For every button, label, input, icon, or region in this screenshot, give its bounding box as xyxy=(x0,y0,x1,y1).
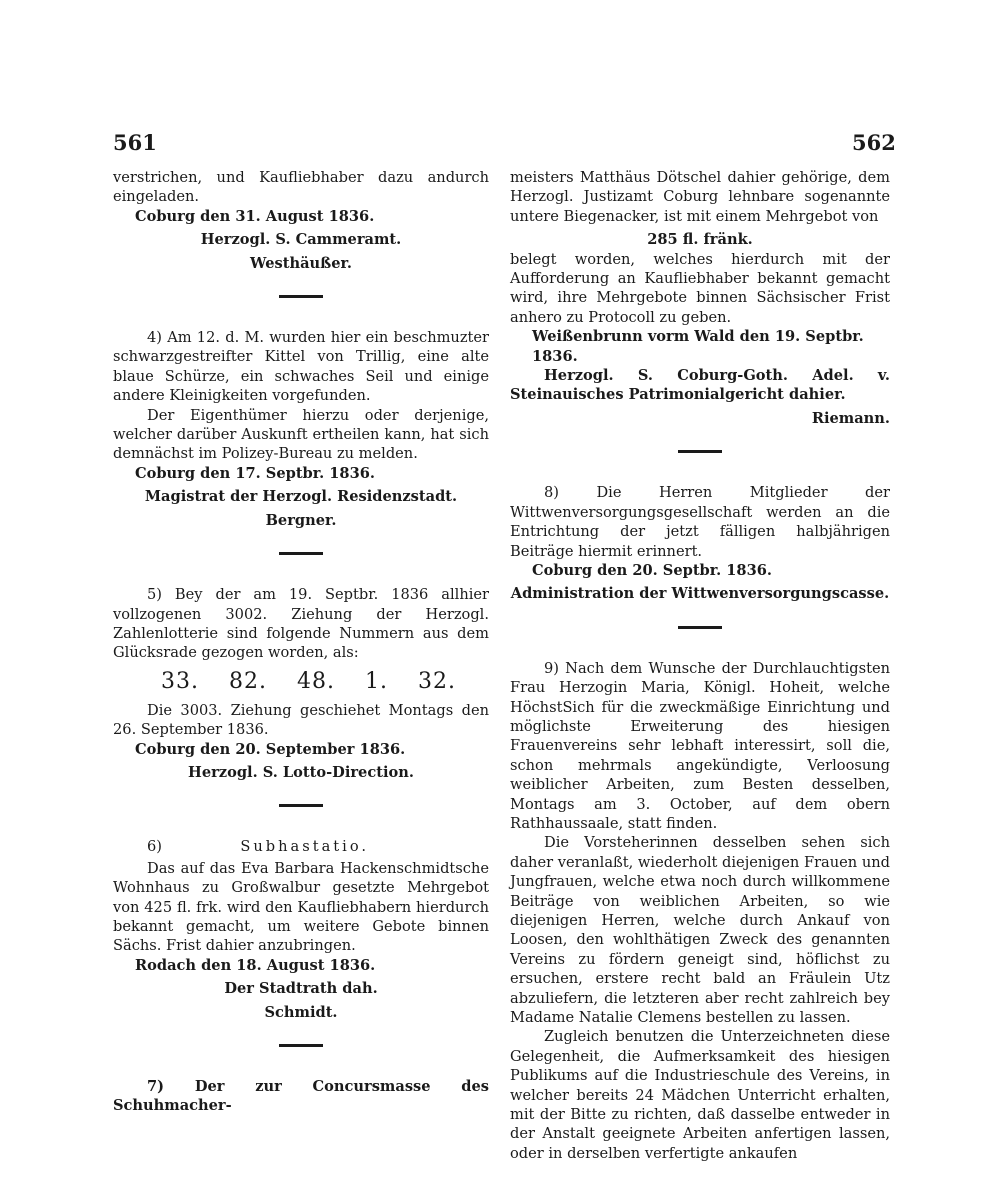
notice-text: 5) Bey der am 19. Septbr. 1836 allhier vollzogenen 3002. Ziehung der Herzogl. Zahlenlotterie sind folgende Nummern aus dem Glücksrade gezogen worden, als: xyxy=(113,586,489,662)
lottery-number: 32. xyxy=(418,668,456,694)
notice-signature-name: Schmidt. xyxy=(264,1003,338,1021)
lottery-numbers xyxy=(113,665,489,699)
section-divider xyxy=(678,626,722,629)
notice-place-date: Coburg den 20. Septbr. 1836. xyxy=(532,561,772,579)
notice-price: 285 fl. fränk. xyxy=(647,231,753,249)
notice-text-2: Die 3003. Ziehung geschiehet Montags den 26. September 1836. xyxy=(113,701,489,739)
notice-1-end xyxy=(113,168,489,273)
notice-heading xyxy=(113,837,489,856)
notice-place-date: Weißenbrunn vorm Wald den 19. Septbr. 1836. xyxy=(532,328,864,365)
notice-signature-office: Herzogl. S. Cammeramt. xyxy=(200,231,402,249)
lottery-number: 82. xyxy=(229,668,267,694)
section-divider xyxy=(279,804,323,807)
notice-text-2: Der Eigenthümer hierzu oder derjenige, welcher darüber Auskunft ertheilen kann, hat sich demnächst im Polizey-Bureau zu melden. xyxy=(113,406,489,463)
notice-7-continued xyxy=(510,168,890,428)
section-divider xyxy=(279,1044,323,1047)
notice-place-date: Coburg den 31. August 1836. xyxy=(135,207,375,225)
notice-text: 9) Nach dem Wunsche der Durchlauchtigsten Frau Herzogin Maria, Königl. Hoheit, welche HöchstSich für die zweckmäßige Einrichtung und möglichste Erweiterung des hiesigen Frauenvereins sehr lebhaft interessirt, soll die, schon mehrmals angekündigte, Verloosung weiblicher Arbeiten, zum Besten desselben, Montags am 3. October, auf dem obern Rathhaussaale, statt finden. xyxy=(510,659,890,832)
notice-signature-office: Magistrat der Herzogl. Residenzstadt. xyxy=(144,488,458,506)
right-column xyxy=(510,168,890,1163)
notice-text-3: Zugleich benutzen die Unterzeichneten diese Gelegenheit, die Aufmerksamkeit des hiesigen Publikums auf die Industrieschule des Vereins, in welcher bereits 24 Mädchen Unterricht erhalten, mit der Bitte zu richten, daß dasselbe entweder in der Anstalt geeignete Arbeiten anfertigen lassen, oder in derselben verfertigte ankaufen xyxy=(510,1028,890,1162)
notice-text: 4) Am 12. d. M. wurden hier ein beschmuzter schwarzgestreifter Kittel von Trillig, eine alte blaue Schürze, ein schwaches Seil und einige andere Kleinigkeiten vorgefunden. xyxy=(113,329,489,405)
notice-place-date: Rodach den 18. August 1836. xyxy=(135,956,376,974)
left-column xyxy=(113,168,489,1116)
notice-text: 8) Die Herren Mitglieder der Wittwenversorgungsgesellschaft werden an die Entrichtung der jetzt fälligen halbjährigen Beiträge hiermit erinnert. xyxy=(510,484,890,560)
notice-signature-office: Der Stadtrath dah. xyxy=(224,980,378,998)
notice-signature-name: Riemann. xyxy=(811,409,890,427)
notice-text-2: Die Vorsteherinnen desselben sehen sich daher veranlaßt, wiederholt diejenigen Frauen und Jungfrauen, welche etwa noch durch willkommene Beiträge von weiblichen Arbeiten, so wie diejenigen Herren, welche durch Ankauf von Loosen, den wohlthätigen Zweck des genannten Vereins zu fördern geneigt sind, höflichst zu ersuchen, erstere recht bald an Fräulein Utz abzuliefern, die letzteren aber recht zahlreich bey Madame Natalie Clemens bestellen zu lassen. xyxy=(510,834,890,1027)
page-number-left: 561 xyxy=(113,130,157,155)
notice-text: 7) Der zur Concursmasse des Schuhmacher- xyxy=(113,1078,489,1115)
notice-text-2: belegt worden, welches hierdurch mit der Aufforderung an Kaufliebhaber bekannt gemacht wird, ihre Mehrgebote binnen Sächsischer Frist anhero zu Protocoll zu geben. xyxy=(510,250,890,326)
notice-5 xyxy=(113,585,489,782)
notice-signature-office: Herzogl. S. Coburg-Goth. Adel. v. Steinauisches Patrimonialgericht dahier. xyxy=(510,367,890,404)
notice-signature-name: Westhäußer. xyxy=(250,254,352,272)
notice-title: Subhastatio. xyxy=(240,838,369,856)
page-number-right: 562 xyxy=(852,130,896,155)
section-divider xyxy=(678,450,722,453)
notice-4 xyxy=(113,328,489,530)
notice-6 xyxy=(113,837,489,1022)
notice-text: verstrichen, und Kaufliebhaber dazu andurch eingeladen. xyxy=(113,169,489,206)
notice-signature-office: Administration der Wittwenversorgungscasse. xyxy=(510,585,890,603)
lottery-number: 48. xyxy=(297,668,335,694)
notice-place-date: Coburg den 17. Septbr. 1836. xyxy=(135,464,375,482)
notice-number: 6) xyxy=(147,838,162,856)
notice-place-date: Coburg den 20. September 1836. xyxy=(135,740,406,758)
lottery-number: 33. xyxy=(161,668,199,694)
notice-text: Das auf das Eva Barbara Hackenschmidtsche Wohnhaus zu Großwalbur gesetzte Mehrgebot von 425 fl. frk. wird den Kaufliebhabern hierdurch bekannt gemacht, um weitere Gebote binnen Sächs. Frist dahier anzubringen. xyxy=(113,859,489,955)
notice-8 xyxy=(510,483,890,603)
lottery-number: 1. xyxy=(365,668,388,694)
notice-signature-name: Bergner. xyxy=(265,511,337,529)
section-divider xyxy=(279,552,323,555)
notice-7-start xyxy=(113,1077,489,1116)
notice-9 xyxy=(510,659,890,1164)
notice-text: meisters Matthäus Dötschel dahier gehörige, dem Herzogl. Justizamt Coburg lehnbare sogenannte untere Biegenacker, ist mit einem Mehrgebot von xyxy=(510,169,890,225)
notice-signature-office: Herzogl. S. Lotto-Direction. xyxy=(188,763,414,781)
section-divider xyxy=(279,295,323,298)
